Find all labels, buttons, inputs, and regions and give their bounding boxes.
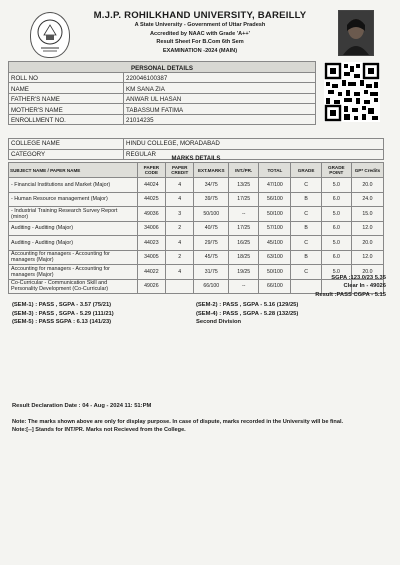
table-row xyxy=(9,93,316,104)
table-row xyxy=(9,250,384,265)
gp-credits: 20.0 xyxy=(351,236,383,251)
column-header: INT./PR. xyxy=(229,163,259,178)
ext-marks: 34/75 xyxy=(194,178,229,193)
table-row xyxy=(9,139,384,150)
paper-code: 44022 xyxy=(137,265,165,280)
enrollment-no-value: 21014235 xyxy=(124,114,316,125)
paper-credit: 4 xyxy=(166,178,194,193)
column-header: GP* Credits xyxy=(351,163,383,178)
ext-marks: 29/75 xyxy=(194,236,229,251)
ext-marks: 50/100 xyxy=(194,207,229,222)
paper-credit: 4 xyxy=(166,192,194,207)
subject-name: Accounting for managers - Accounting for managers (Major) xyxy=(9,250,138,265)
paper-credit: 2 xyxy=(166,250,194,265)
grade: B xyxy=(291,192,321,207)
int-pr-marks: -- xyxy=(229,279,259,294)
grade-point: 5.0 xyxy=(321,178,351,193)
student-photo xyxy=(338,10,374,56)
gp-credits: 12.0 xyxy=(351,250,383,265)
gp-credits: 12.0 xyxy=(351,221,383,236)
gp-credits: 20.0 xyxy=(351,265,383,280)
semester-results-right xyxy=(196,301,298,327)
sem-2-result: (SEM-2) : PASS , SGPA - 5.16 (129/25) xyxy=(196,302,299,308)
category-value: REGULAR xyxy=(124,149,384,160)
table-row xyxy=(9,265,384,280)
column-header: PAPER CREDIT xyxy=(166,163,194,178)
header-subline-4: EXAMINATION -2024 (MAIN) xyxy=(162,47,238,54)
total-marks: 66/100 xyxy=(259,279,291,294)
paper-code: 34005 xyxy=(137,250,165,265)
division: Second Division xyxy=(196,319,242,325)
paper-credit: 4 xyxy=(166,265,194,280)
table-row xyxy=(9,104,316,115)
note-int-pr: Note:[--] Stands for INT/PR. Marks not Recieved from the College. xyxy=(12,427,186,433)
ext-marks: 40/75 xyxy=(194,221,229,236)
subject-name: Accounting for managers - Accounting for managers (Major) xyxy=(9,265,138,280)
paper-credit: 4 xyxy=(166,236,194,251)
college-name-value: HINDU COLLEGE, MORADABAD xyxy=(124,139,384,150)
gp-credits: 24.0 xyxy=(351,192,383,207)
grade-point: 5.0 xyxy=(321,236,351,251)
paper-code: 44023 xyxy=(137,236,165,251)
grade: C xyxy=(291,207,321,222)
father-name-label: FATHER'S NAME xyxy=(9,93,124,104)
marks-table xyxy=(8,162,384,294)
column-header: EXT.MARKS xyxy=(194,163,229,178)
ext-marks: 66/100 xyxy=(194,279,229,294)
personal-details-table xyxy=(8,61,316,125)
category-label: CATEGORY xyxy=(9,149,124,160)
table-row xyxy=(9,236,384,251)
qr-code-icon xyxy=(324,62,380,122)
sem-3-result: (SEM-3) : PASS , SGPA - 5.29 (111/21) xyxy=(12,310,114,317)
sem-5-result: (SEM-5) : PASS SGPA : 6.13 (141/23) xyxy=(12,319,112,325)
table-row xyxy=(9,221,384,236)
note-display-purpose: Note: The marks shown above are only for display purpose. In case of dispute, marks recorded in the University will be final. xyxy=(12,419,344,425)
paper-code: 44024 xyxy=(137,178,165,193)
subject-name: Auditing - Auditing (Major) xyxy=(9,236,138,251)
mother-name-label: MOTHER'S NAME xyxy=(9,104,124,115)
column-header: SUBJECT NAME / PAPER NAME xyxy=(9,163,138,178)
grade-point: 5.0 xyxy=(321,207,351,222)
int-pr-marks: 17/25 xyxy=(229,192,259,207)
sem-4-result: (SEM-4) : PASS , SGPA - 5.28 (132/25) xyxy=(196,310,299,317)
paper-credit xyxy=(166,279,194,294)
int-pr-marks: 16/25 xyxy=(229,236,259,251)
table-row xyxy=(9,192,384,207)
name-value: KM SANA ZIA xyxy=(124,83,316,94)
subject-name: - Financial Institutions and Market (Major) xyxy=(9,178,138,193)
enrollment-no-label: ENROLLMENT NO. xyxy=(9,114,124,125)
int-pr-marks: 18/25 xyxy=(229,250,259,265)
header-subline-1: A State University - Government of Uttar Pradesh xyxy=(134,22,266,28)
table-row xyxy=(9,83,316,94)
clear-in: Clear In - 49026 xyxy=(343,283,386,289)
int-pr-marks: 13/25 xyxy=(229,178,259,193)
column-header: GRADE POINT xyxy=(321,163,351,178)
father-name-value: ANWAR UL HASAN xyxy=(124,93,316,104)
mother-name-value: TABASSUM FATIMA xyxy=(124,104,316,115)
paper-code: 34006 xyxy=(137,221,165,236)
subject-name: Co-Curricular - Communication Skill and Personality Development (Co-Curricular) xyxy=(9,279,138,294)
column-header: TOTAL xyxy=(259,163,291,178)
result-declaration-date: Result Declaration Date : 04 - Aug - 2024 11: 51:PM xyxy=(12,403,152,409)
total-marks: 47/100 xyxy=(259,178,291,193)
name-label: NAME xyxy=(9,83,124,94)
marks-details-heading: MARKS DETAILS xyxy=(171,156,221,162)
int-pr-marks: 17/25 xyxy=(229,221,259,236)
total-marks: 63/100 xyxy=(259,250,291,265)
table-row xyxy=(9,72,316,83)
gp-credits: 20.0 xyxy=(351,178,383,193)
table-row xyxy=(9,114,316,125)
total-marks: 56/100 xyxy=(259,192,291,207)
roll-no-label: ROLL NO xyxy=(9,72,124,83)
semester-results-left xyxy=(12,301,114,327)
column-header: PAPER CODE xyxy=(137,163,165,178)
grade-point: 6.0 xyxy=(321,192,351,207)
ext-marks: 45/75 xyxy=(194,250,229,265)
paper-credit: 3 xyxy=(166,207,194,222)
int-pr-marks: 19/25 xyxy=(229,265,259,280)
notes xyxy=(12,418,392,434)
marks-header-row xyxy=(9,163,384,178)
grade: C xyxy=(291,178,321,193)
paper-code: 49026 xyxy=(137,279,165,294)
grade-point: 6.0 xyxy=(321,221,351,236)
subject-name: - Human Resource management (Major) xyxy=(9,192,138,207)
column-header: GRADE xyxy=(291,163,321,178)
grade-point: 6.0 xyxy=(321,250,351,265)
grade: C xyxy=(291,236,321,251)
sem-1-result: (SEM-1) : PASS , SGPA - 3.57 (75/21) xyxy=(12,302,112,308)
paper-code: 49036 xyxy=(137,207,165,222)
header-subline-3: Result Sheet For B.Com 6th Sem xyxy=(156,39,244,45)
subject-name: - Industrial Training Research Survey Report (minor) xyxy=(9,207,138,222)
header-subline-2: Accredited by NAAC with Grade 'A++' xyxy=(150,30,250,37)
paper-credit: 2 xyxy=(166,221,194,236)
total-marks: 50/100 xyxy=(259,265,291,280)
grade: C xyxy=(291,265,321,280)
college-name-label: COLLEGE NAME xyxy=(9,139,124,150)
total-marks: 50/100 xyxy=(259,207,291,222)
final-result: Result :PASS CGPA - 5.15 xyxy=(315,292,386,298)
university-title: M.J.P. ROHILKHAND UNIVERSITY, BAREILLY xyxy=(93,10,307,21)
total-marks: 57/100 xyxy=(259,221,291,236)
personal-details-heading: PERSONAL DETAILS xyxy=(9,62,316,73)
grade: B xyxy=(291,221,321,236)
ext-marks: 31/75 xyxy=(194,265,229,280)
subject-name: Auditing - Auditing (Major) xyxy=(9,221,138,236)
table-row xyxy=(9,207,384,222)
paper-code: 44025 xyxy=(137,192,165,207)
sgpa-summary: SGPA :123.0/23 5.35 xyxy=(331,275,386,281)
int-pr-marks: -- xyxy=(229,207,259,222)
gp-credits: 15.0 xyxy=(351,207,383,222)
table-row xyxy=(9,178,384,193)
total-marks: 45/100 xyxy=(259,236,291,251)
grade: B xyxy=(291,250,321,265)
roll-no-value: 220046100387 xyxy=(124,72,316,83)
grade-point: 5.0 xyxy=(321,265,351,280)
ext-marks: 39/75 xyxy=(194,192,229,207)
